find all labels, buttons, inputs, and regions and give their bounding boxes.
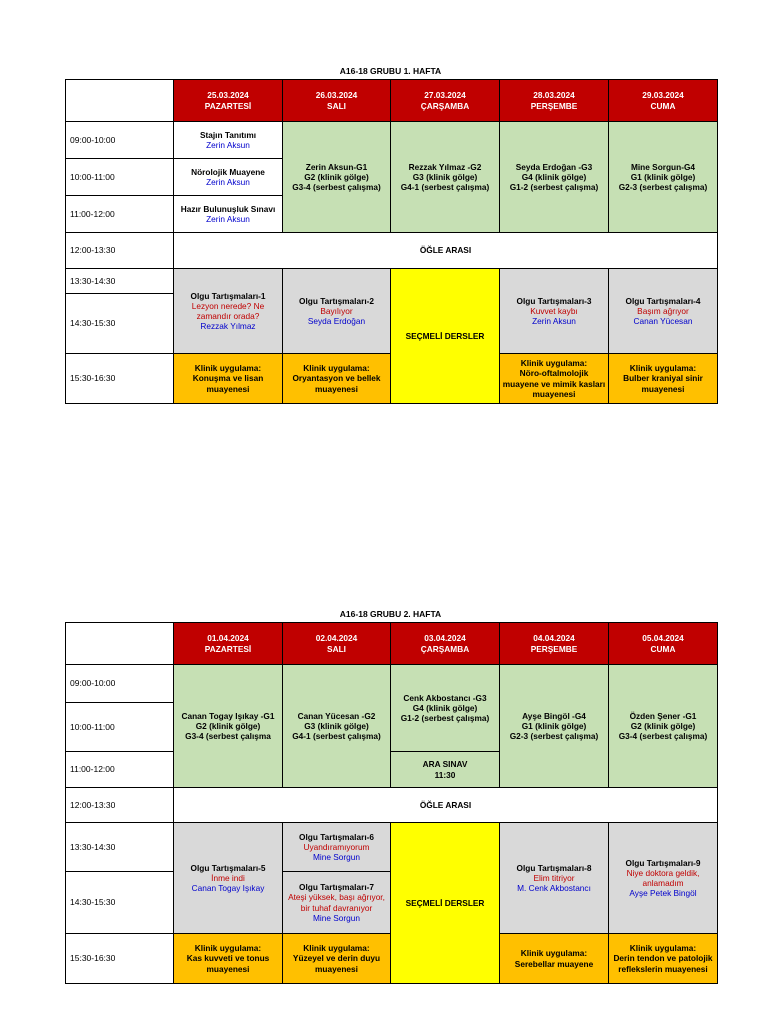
- case-title: Olgu Tartışmaları-5: [190, 862, 266, 873]
- day-header-monday: [174, 623, 283, 665]
- clinical-shadow-cell: [283, 122, 391, 233]
- time-slot: 13:30-14:30: [66, 823, 174, 872]
- practice-label: Klinik uygulama:: [303, 943, 370, 954]
- day-date: 01.04.2024: [207, 633, 249, 644]
- case-discussion-cell: [174, 823, 283, 934]
- clinical-practice-cell: [174, 934, 283, 984]
- shadow-group: G2 (klinik gölge): [630, 720, 696, 731]
- free-study-group: G4-1 (serbest çalışma): [292, 731, 381, 742]
- clinical-practice-cell: [174, 354, 283, 404]
- instructor-group: Mine Sorgun-G4: [630, 161, 696, 172]
- session-title: Hazır Bulunuşluk Sınavı: [180, 203, 276, 214]
- week1-header-row: [66, 80, 718, 122]
- practice-topic: Kas kuvveti ve tonus muayenesi: [186, 953, 270, 974]
- case-title: Olgu Tartışmaları-7: [299, 882, 374, 893]
- session-title: Stajın Tanıtımı: [199, 129, 257, 140]
- case-discussion-cell: [609, 269, 718, 354]
- day-name: CUMA: [650, 643, 676, 654]
- case-discussion-cell: [500, 269, 609, 354]
- case-topic: Kuvvet kaybı: [530, 305, 578, 316]
- day-header-thursday: [500, 80, 609, 122]
- case-discussion-cell: [174, 269, 283, 354]
- lunch-break-cell: ÖĞLE ARASI: [174, 788, 718, 823]
- exam-time: 11:30: [434, 769, 456, 780]
- day-header-tuesday: [283, 80, 391, 122]
- case-title: Olgu Tartışmaları-9: [625, 857, 701, 868]
- case-topic: Başım ağrıyor: [637, 305, 689, 316]
- instructor-name: Ayşe Petek Bingöl: [629, 888, 697, 899]
- free-study-group: G4-1 (serbest çalışma): [400, 182, 490, 193]
- instructor-name: Canan Yücesan: [633, 316, 693, 327]
- practice-topic: Oryantasyon ve bellek muayenesi: [292, 373, 381, 394]
- time-slot: 12:00-13:30: [66, 788, 174, 823]
- instructor-name: Seyda Erdoğan: [307, 316, 366, 327]
- corner-cell: [66, 623, 174, 665]
- instructor-name: Mine Sorgun: [312, 852, 361, 863]
- day-name: PERŞEMBE: [530, 100, 578, 111]
- day-header-thursday: [500, 623, 609, 665]
- practice-label: Klinik uygulama:: [194, 363, 262, 374]
- practice-topic: Nöro-oftalmolojik muayene ve mimik kasları muayenesi: [502, 368, 606, 399]
- day-name: PAZARTESİ: [204, 100, 252, 111]
- time-slot: 11:00-12:00: [66, 196, 174, 233]
- exam-label: ARA SINAV: [422, 759, 468, 770]
- day-date: 04.04.2024: [533, 633, 575, 644]
- week2-schedule-table: [65, 622, 718, 984]
- case-discussion-cell: [283, 872, 391, 934]
- practice-topic: Konuşma ve lisan muayenesi: [192, 373, 264, 394]
- practice-topic: Yüzeyel ve derin duyu muayenesi: [292, 953, 381, 974]
- clinical-practice-cell: [500, 354, 609, 404]
- day-date: 29.03.2024: [642, 90, 684, 101]
- case-topic: İnme indi: [211, 872, 245, 883]
- case-discussion-cell: [500, 823, 609, 934]
- table-row: [66, 269, 718, 294]
- session-title: Nörolojik Muayene: [191, 166, 265, 177]
- monday-intro-cell: [174, 122, 283, 159]
- instructor-group: Canan Togay Işıkay -G1: [181, 710, 275, 721]
- instructor-group: Özden Şener -G1: [629, 710, 697, 721]
- time-slot: 09:00-10:00: [66, 665, 174, 703]
- instructor-group: Zerin Aksun-G1: [305, 161, 368, 172]
- day-date: 27.03.2024: [424, 90, 466, 101]
- day-date: 28.03.2024: [533, 90, 575, 101]
- time-slot: 09:00-10:00: [66, 122, 174, 159]
- day-header-monday: [174, 80, 283, 122]
- clinical-shadow-cell: [283, 665, 391, 788]
- case-discussion-cell: [283, 823, 391, 872]
- time-slot: 13:30-14:30: [66, 269, 174, 294]
- day-date: 25.03.2024: [207, 90, 249, 101]
- practice-topic: Bulber kraniyal sinir muayenesi: [623, 373, 703, 394]
- clinical-practice-cell: [283, 354, 391, 404]
- case-title: Olgu Tartışmaları-8: [516, 862, 592, 873]
- clinical-practice-cell: [283, 934, 391, 984]
- practice-label: Klinik uygulama:: [520, 358, 588, 369]
- clinical-practice-cell: [609, 934, 718, 984]
- case-title: Olgu Tartışmaları-6: [299, 831, 374, 842]
- elective-courses-cell: SEÇMELİ DERSLER: [391, 269, 500, 404]
- case-topic: Bayılıyor: [320, 305, 353, 316]
- day-header-wednesday: [391, 623, 500, 665]
- free-study-group: G3-4 (serbest çalışma: [185, 731, 271, 742]
- elective-courses-cell: SEÇMELİ DERSLER: [391, 823, 500, 984]
- lunch-row: [66, 788, 718, 823]
- week2-title: A16-18 GRUBU 2. HAFTA: [339, 609, 442, 619]
- time-slot: 11:00-12:00: [66, 752, 174, 788]
- case-topic: Ateşi yüksek, başı ağrıyor, bir tuhaf davranıyor: [288, 892, 385, 913]
- clinical-shadow-cell: [391, 122, 500, 233]
- case-topic: Lezyon nerede? Ne zamandır orada?: [191, 300, 265, 321]
- instructor-group: Cenk Akbostancı -G3: [403, 692, 487, 703]
- lunch-row: [66, 233, 718, 269]
- monday-exam-lecture-cell: [174, 159, 283, 196]
- table-row: [66, 665, 718, 703]
- clinical-shadow-cell: [609, 122, 718, 233]
- instructor-name: M. Cenk Akbostancı: [517, 883, 591, 894]
- free-study-group: G2-3 (serbest çalışma): [618, 182, 708, 193]
- free-study-group: G3-4 (serbest çalışma): [292, 182, 381, 193]
- day-name: SALI: [327, 643, 346, 654]
- day-date: 26.03.2024: [315, 90, 358, 101]
- case-discussion-cell: [609, 823, 718, 934]
- shadow-group: G1 (klinik gölge): [630, 171, 696, 182]
- case-title: Olgu Tartışmaları-1: [190, 290, 266, 301]
- instructor-name: Canan Togay Işıkay: [191, 883, 265, 894]
- corner-cell: [66, 80, 174, 122]
- instructor-name: Zerin Aksun: [532, 316, 576, 327]
- case-topic: Elim titriyor: [533, 872, 575, 883]
- time-slot: 15:30-16:30: [66, 934, 174, 984]
- day-header-friday: [609, 80, 718, 122]
- day-header-wednesday: [391, 80, 500, 122]
- day-header-tuesday: [283, 623, 391, 665]
- shadow-group: G4 (klinik gölge): [521, 171, 587, 182]
- practice-label: Klinik uygulama:: [629, 943, 697, 954]
- instructor-group: Ayşe Bingöl -G4: [522, 710, 586, 721]
- day-name: PERŞEMBE: [530, 643, 578, 654]
- table-row: [66, 122, 718, 159]
- free-study-group: G2-3 (serbest çalışma): [509, 731, 599, 742]
- instructor-name: Mine Sorgun: [312, 912, 361, 923]
- case-title: Olgu Tartışmaları-4: [625, 295, 701, 306]
- free-study-group: G3-4 (serbest çalışma): [618, 731, 708, 742]
- case-discussion-cell: [283, 269, 391, 354]
- clinical-shadow-cell: [391, 665, 500, 752]
- day-name: PAZARTESİ: [204, 643, 252, 654]
- week1-title: A16-18 GRUBU 1. HAFTA: [339, 66, 442, 76]
- day-header-friday: [609, 623, 718, 665]
- week2-header-row: [66, 623, 718, 665]
- table-row: [66, 823, 718, 872]
- practice-label: Klinik uygulama:: [520, 948, 588, 959]
- time-slot: 15:30-16:30: [66, 354, 174, 404]
- practice-label: Klinik uygulama:: [303, 363, 370, 374]
- instructor-name: Zerin Aksun: [206, 140, 250, 150]
- clinical-shadow-cell: [500, 665, 609, 788]
- shadow-group: G4 (klinik gölge): [412, 702, 478, 713]
- time-slot: 12:00-13:30: [66, 233, 174, 269]
- case-topic: Uyandıramıyorum: [303, 841, 370, 852]
- case-topic: Niye doktora geldik, anlamadım: [626, 867, 700, 888]
- instructor-name: Rezzak Yılmaz: [200, 321, 256, 332]
- practice-label: Klinik uygulama:: [629, 363, 697, 374]
- time-slot: 10:00-11:00: [66, 159, 174, 196]
- shadow-group: G3 (klinik gölge): [412, 171, 478, 182]
- instructor-group: Canan Yücesan -G2: [297, 710, 376, 721]
- shadow-group: G3 (klinik gölge): [304, 720, 369, 731]
- midterm-exam-cell: [391, 752, 500, 788]
- clinical-shadow-cell: [500, 122, 609, 233]
- time-slot: 14:30-15:30: [66, 294, 174, 354]
- day-name: CUMA: [650, 100, 676, 111]
- case-title: Olgu Tartışmaları-3: [516, 295, 592, 306]
- time-slot: 10:00-11:00: [66, 703, 174, 752]
- lunch-break-cell: ÖĞLE ARASI: [174, 233, 718, 269]
- shadow-group: G2 (klinik gölge): [195, 720, 261, 731]
- case-title: Olgu Tartışmaları-2: [299, 295, 374, 306]
- clinical-practice-cell: [609, 354, 718, 404]
- instructor-name: Zerin Aksun: [206, 214, 250, 224]
- clinical-practice-cell: [500, 934, 609, 984]
- time-slot: 14:30-15:30: [66, 872, 174, 934]
- instructor-group: Seyda Erdoğan -G3: [515, 161, 593, 172]
- instructor-group: Rezzak Yılmaz -G2: [408, 161, 482, 172]
- clinical-shadow-cell: [174, 665, 283, 788]
- monday-readiness-exam-cell: [174, 196, 283, 233]
- day-name: ÇARŞAMBA: [420, 100, 470, 111]
- shadow-group: G2 (klinik gölge): [304, 171, 369, 182]
- week1-schedule-table: [65, 79, 718, 404]
- shadow-group: G1 (klinik gölge): [521, 720, 587, 731]
- free-study-group: G1-2 (serbest çalışma): [509, 182, 599, 193]
- clinical-shadow-cell: [609, 665, 718, 788]
- instructor-name: Zerin Aksun: [206, 177, 250, 187]
- day-date: 05.04.2024: [642, 633, 684, 644]
- practice-topic: Derin tendon ve patolojik reflekslerin muayenesi: [613, 953, 713, 974]
- day-date: 03.04.2024: [424, 633, 466, 644]
- practice-label: Klinik uygulama:: [194, 943, 262, 954]
- day-name: ÇARŞAMBA: [420, 643, 470, 654]
- day-name: SALI: [327, 100, 346, 111]
- day-date: 02.04.2024: [315, 633, 358, 644]
- practice-topic: Serebellar muayene: [514, 958, 594, 969]
- free-study-group: G1-2 (serbest çalışma): [400, 713, 490, 724]
